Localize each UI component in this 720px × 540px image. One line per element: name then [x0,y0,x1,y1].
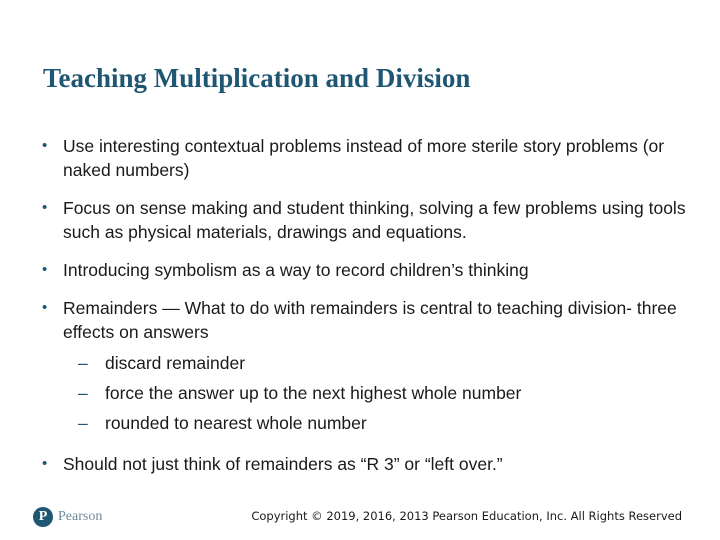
bullet-item [30,452,690,476]
sub-bullet-item [63,408,690,438]
bullet-item [30,196,690,244]
bullet-text: Should not just think of remainders as “R 3” or “left over.” [63,454,503,474]
slide-title: Teaching Multiplication and Division [43,63,471,93]
sub-bullet-text: force the answer up to the next highest whole number [105,383,522,403]
bullet-item [30,258,690,282]
bullet-list [30,134,690,490]
pearson-logo-text: Pearson [58,509,103,524]
bullet-text: Remainders — What to do with remainders is central to teaching division- three effects on answers [63,298,677,342]
pearson-logo [33,504,102,530]
pearson-logo-icon: P [33,507,53,527]
sub-bullet-text: rounded to nearest whole number [105,413,367,433]
bullet-item [30,296,690,438]
sub-bullet-item [63,378,690,408]
sub-bullet-text: discard remainder [105,353,246,373]
bullet-text: Use interesting contextual problems instead of more sterile story problems (or naked numbers) [63,136,665,180]
copyright-notice: Copyright © 2019, 2016, 2013 Pearson Education, Inc. All Rights Reserved [251,509,682,523]
bullet-text: Introducing symbolism as a way to record children’s thinking [63,260,529,280]
bullet-text: Focus on sense making and student thinking, solving a few problems using tools such as physical materials, drawings and equations. [63,198,686,242]
bullet-item [30,134,690,182]
sub-bullet-list [63,348,690,438]
sub-bullet-item [63,348,690,378]
